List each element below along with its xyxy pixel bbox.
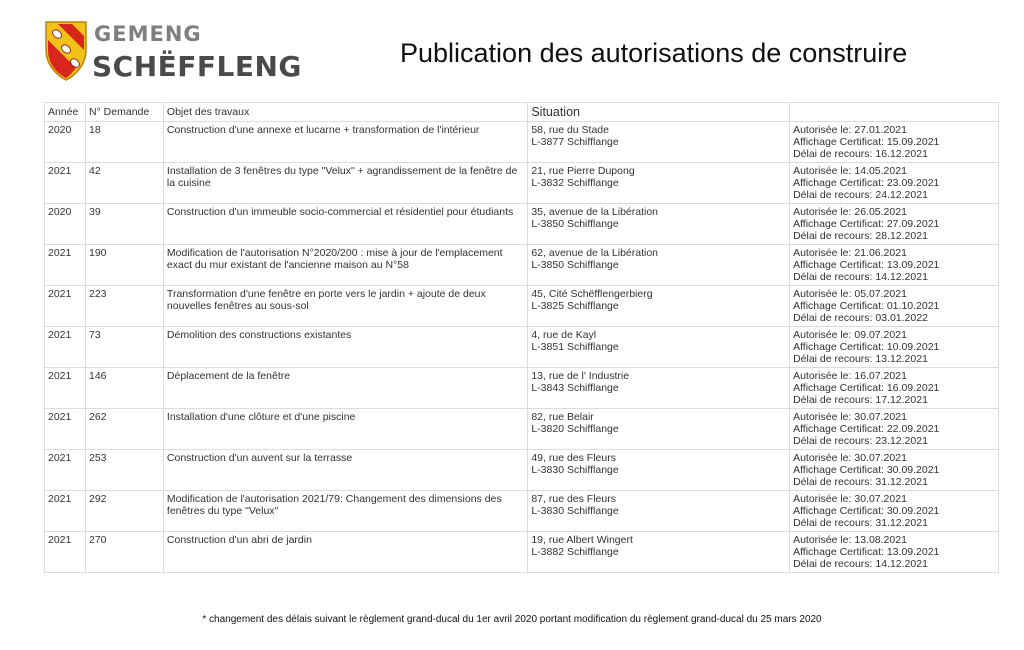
- authorised-date: Autorisée le: 14.05.2021: [793, 165, 907, 177]
- page-title: Publication des autorisations de construire: [400, 38, 908, 68]
- cell-works-object: [163, 245, 527, 286]
- cell-situation: [528, 163, 790, 204]
- appeal-deadline-date: Délai de recours: 14.12.2021: [793, 271, 928, 283]
- request-number-value: 73: [88, 329, 101, 341]
- cell-situation: [528, 491, 790, 532]
- posting-certificate-date: Affichage Certificat: 13.09.2021: [793, 259, 940, 271]
- appeal-deadline-date: Délai de recours: 17.12.2021: [793, 394, 928, 406]
- cell-works-object: [163, 286, 527, 327]
- street-address: 19, rue Albert Wingert: [531, 534, 633, 546]
- year-value: 2021: [48, 452, 72, 464]
- year-value: 2021: [48, 329, 72, 341]
- cell-year: [45, 491, 86, 532]
- table-row: [45, 286, 999, 327]
- works-object-text: Modification de l'autorisation N°2020/200 : mise à jour de l'emplacement exact du mur existant de l'ancienne maison au N°58: [166, 247, 503, 271]
- cell-request-number: [85, 204, 163, 245]
- cell-dates: [790, 286, 999, 327]
- footnote: * changement des délais suivant le règlement grand-ducal du 1er avril 2020 portant modification du règlement grand-ducal du 25 mars 2020: [202, 614, 822, 625]
- request-number-value: 42: [88, 165, 101, 177]
- appeal-deadline-date: Délai de recours: 31.12.2021: [793, 476, 928, 488]
- postal-city: L-3851 Schifflange: [531, 341, 619, 353]
- cell-situation: [528, 122, 790, 163]
- year-value: 2020: [48, 206, 72, 218]
- table-row: [45, 163, 999, 204]
- posting-certificate-date: Affichage Certificat: 16.09.2021: [793, 382, 940, 394]
- request-number-value: 270: [88, 534, 107, 546]
- header-year: Année: [45, 103, 86, 122]
- posting-certificate-date: Affichage Certificat: 27.09.2021: [793, 218, 940, 230]
- request-number-value: 39: [88, 206, 101, 218]
- authorised-date: Autorisée le: 21.06.2021: [793, 247, 907, 259]
- postal-city: L-3830 Schifflange: [531, 505, 619, 517]
- cell-request-number: [85, 245, 163, 286]
- cell-dates: [790, 204, 999, 245]
- works-object-text: Déplacement de la fenêtre: [166, 370, 291, 382]
- works-object-text: Construction d'une annexe et lucarne + transformation de l'intérieur: [166, 124, 480, 136]
- postal-city: L-3877 Schifflange: [531, 136, 619, 148]
- header-request-number: N° Demande: [85, 103, 163, 122]
- postal-city: L-3830 Schifflange: [531, 464, 619, 476]
- cell-situation: [528, 409, 790, 450]
- street-address: 87, rue des Fleurs: [531, 493, 616, 505]
- cell-works-object: [163, 368, 527, 409]
- cell-request-number: [85, 368, 163, 409]
- table-row: [45, 122, 999, 163]
- appeal-deadline-date: Délai de recours: 31.12.2021: [793, 517, 928, 529]
- request-number-value: 190: [88, 247, 107, 259]
- postal-city: L-3850 Schifflange: [531, 218, 619, 230]
- table-header-row: [45, 103, 999, 122]
- cell-works-object: [163, 409, 527, 450]
- year-value: 2021: [48, 534, 72, 546]
- cell-year: [45, 286, 86, 327]
- cell-situation: [528, 532, 790, 573]
- coat-of-arms-icon: [44, 20, 88, 82]
- cell-works-object: [163, 122, 527, 163]
- postal-city: L-3850 Schifflange: [531, 259, 619, 271]
- works-object-text: Installation d'une clôture et d'une piscine: [166, 411, 356, 423]
- request-number-value: 18: [88, 124, 101, 136]
- year-value: 2021: [48, 411, 72, 423]
- header-dates: [790, 103, 999, 122]
- posting-certificate-date: Affichage Certificat: 30.09.2021: [793, 505, 940, 517]
- street-address: 13, rue de l' Industrie: [531, 370, 630, 382]
- cell-request-number: [85, 532, 163, 573]
- works-object-text: Modification de l'autorisation 2021/79: Changement des dimensions des fenêtres du type "Velux": [166, 493, 502, 517]
- authorised-date: Autorisée le: 16.07.2021: [793, 370, 907, 382]
- cell-dates: [790, 409, 999, 450]
- street-address: 62, avenue de la Libération: [531, 247, 659, 259]
- table-row: [45, 327, 999, 368]
- cell-year: [45, 327, 86, 368]
- permits-table: [44, 102, 999, 573]
- cell-dates: [790, 450, 999, 491]
- street-address: 45, Cité Schëfflengerbierg: [531, 288, 653, 300]
- cell-year: [45, 163, 86, 204]
- cell-dates: [790, 491, 999, 532]
- cell-year: [45, 368, 86, 409]
- cell-dates: [790, 163, 999, 204]
- cell-request-number: [85, 491, 163, 532]
- cell-works-object: [163, 532, 527, 573]
- request-number-value: 262: [88, 411, 107, 423]
- cell-situation: [528, 245, 790, 286]
- appeal-deadline-date: Délai de recours: 14.12.2021: [793, 558, 928, 570]
- cell-request-number: [85, 409, 163, 450]
- municipality-logo: [44, 20, 302, 84]
- cell-dates: [790, 245, 999, 286]
- postal-city: L-3820 Schifflange: [531, 423, 619, 435]
- cell-works-object: [163, 450, 527, 491]
- appeal-deadline-date: Délai de recours: 28.12.2021: [793, 230, 928, 242]
- cell-year: [45, 450, 86, 491]
- cell-year: [45, 122, 86, 163]
- request-number-value: 253: [88, 452, 107, 464]
- request-number-value: 146: [88, 370, 107, 382]
- postal-city: L-3825 Schifflange: [531, 300, 619, 312]
- appeal-deadline-date: Délai de recours: 16.12.2021: [793, 148, 928, 160]
- logo-line-1: GEMENG: [94, 22, 202, 46]
- authorised-date: Autorisée le: 30.07.2021: [793, 493, 907, 505]
- works-object-text: Transformation d'une fenêtre en porte vers le jardin + ajoute de deux nouvelles fenêtres au sous-sol: [166, 288, 486, 312]
- cell-dates: [790, 327, 999, 368]
- authorised-date: Autorisée le: 30.07.2021: [793, 411, 907, 423]
- year-value: 2021: [48, 165, 72, 177]
- header-works-object: Objet des travaux: [163, 103, 527, 122]
- street-address: 58, rue du Stade: [531, 124, 609, 136]
- request-number-value: 292: [88, 493, 107, 505]
- cell-dates: [790, 368, 999, 409]
- table-row: [45, 450, 999, 491]
- street-address: 35, avenue de la Libération: [531, 206, 659, 218]
- cell-year: [45, 532, 86, 573]
- posting-certificate-date: Affichage Certificat: 15.09.2021: [793, 136, 940, 148]
- works-object-text: Construction d'un auvent sur la terrasse: [166, 452, 353, 464]
- posting-certificate-date: Affichage Certificat: 10.09.2021: [793, 341, 940, 353]
- authorised-date: Autorisée le: 30.07.2021: [793, 452, 907, 464]
- permits-table-body: [45, 122, 999, 573]
- logo-line-2: SCHËFFLENG: [92, 50, 302, 83]
- street-address: 82, rue Belair: [531, 411, 594, 423]
- posting-certificate-date: Affichage Certificat: 01.10.2021: [793, 300, 940, 312]
- cell-works-object: [163, 204, 527, 245]
- street-address: 21, rue Pierre Dupong: [531, 165, 635, 177]
- year-value: 2021: [48, 247, 72, 259]
- works-object-text: Construction d'un immeuble socio-commercial et résidentiel pour étudiants: [166, 206, 514, 218]
- table-row: [45, 368, 999, 409]
- cell-request-number: [85, 450, 163, 491]
- appeal-deadline-date: Délai de recours: 13.12.2021: [793, 353, 928, 365]
- year-value: 2021: [48, 370, 72, 382]
- table-row: [45, 204, 999, 245]
- postal-city: L-3882 Schifflange: [531, 546, 619, 558]
- posting-certificate-date: Affichage Certificat: 13.09.2021: [793, 546, 940, 558]
- cell-dates: [790, 122, 999, 163]
- cell-request-number: [85, 286, 163, 327]
- cell-situation: [528, 286, 790, 327]
- postal-city: L-3832 Schifflange: [531, 177, 619, 189]
- appeal-deadline-date: Délai de recours: 03.01.2022: [793, 312, 928, 324]
- posting-certificate-date: Affichage Certificat: 22.09.2021: [793, 423, 940, 435]
- authorised-date: Autorisée le: 09.07.2021: [793, 329, 907, 341]
- cell-year: [45, 204, 86, 245]
- cell-situation: [528, 368, 790, 409]
- authorised-date: Autorisée le: 05.07.2021: [793, 288, 907, 300]
- works-object-text: Démolition des constructions existantes: [166, 329, 352, 341]
- cell-request-number: [85, 163, 163, 204]
- cell-request-number: [85, 327, 163, 368]
- posting-certificate-date: Affichage Certificat: 30.09.2021: [793, 464, 940, 476]
- cell-situation: [528, 327, 790, 368]
- cell-works-object: [163, 491, 527, 532]
- cell-situation: [528, 450, 790, 491]
- cell-request-number: [85, 122, 163, 163]
- cell-works-object: [163, 163, 527, 204]
- street-address: 4, rue de Kayl: [531, 329, 597, 341]
- authorised-date: Autorisée le: 27.01.2021: [793, 124, 907, 136]
- table-row: [45, 532, 999, 573]
- request-number-value: 223: [88, 288, 107, 300]
- works-object-text: Construction d'un abri de jardin: [166, 534, 312, 546]
- appeal-deadline-date: Délai de recours: 24.12.2021: [793, 189, 928, 201]
- table-row: [45, 409, 999, 450]
- year-value: 2021: [48, 493, 72, 505]
- cell-year: [45, 409, 86, 450]
- header-situation: Situation: [528, 103, 790, 122]
- cell-year: [45, 245, 86, 286]
- postal-city: L-3843 Schifflange: [531, 382, 619, 394]
- street-address: 49, rue des Fleurs: [531, 452, 616, 464]
- authorised-date: Autorisée le: 13.08.2021: [793, 534, 907, 546]
- table-row: [45, 491, 999, 532]
- authorised-date: Autorisée le: 26.05.2021: [793, 206, 907, 218]
- appeal-deadline-date: Délai de recours: 23.12.2021: [793, 435, 928, 447]
- year-value: 2021: [48, 288, 72, 300]
- cell-works-object: [163, 327, 527, 368]
- cell-situation: [528, 204, 790, 245]
- posting-certificate-date: Affichage Certificat: 23.09.2021: [793, 177, 940, 189]
- cell-dates: [790, 532, 999, 573]
- table-row: [45, 245, 999, 286]
- works-object-text: Installation de 3 fenêtres du type "Velux" + agrandissement de la fenêtre de la cuisine: [166, 165, 518, 189]
- year-value: 2020: [48, 124, 72, 136]
